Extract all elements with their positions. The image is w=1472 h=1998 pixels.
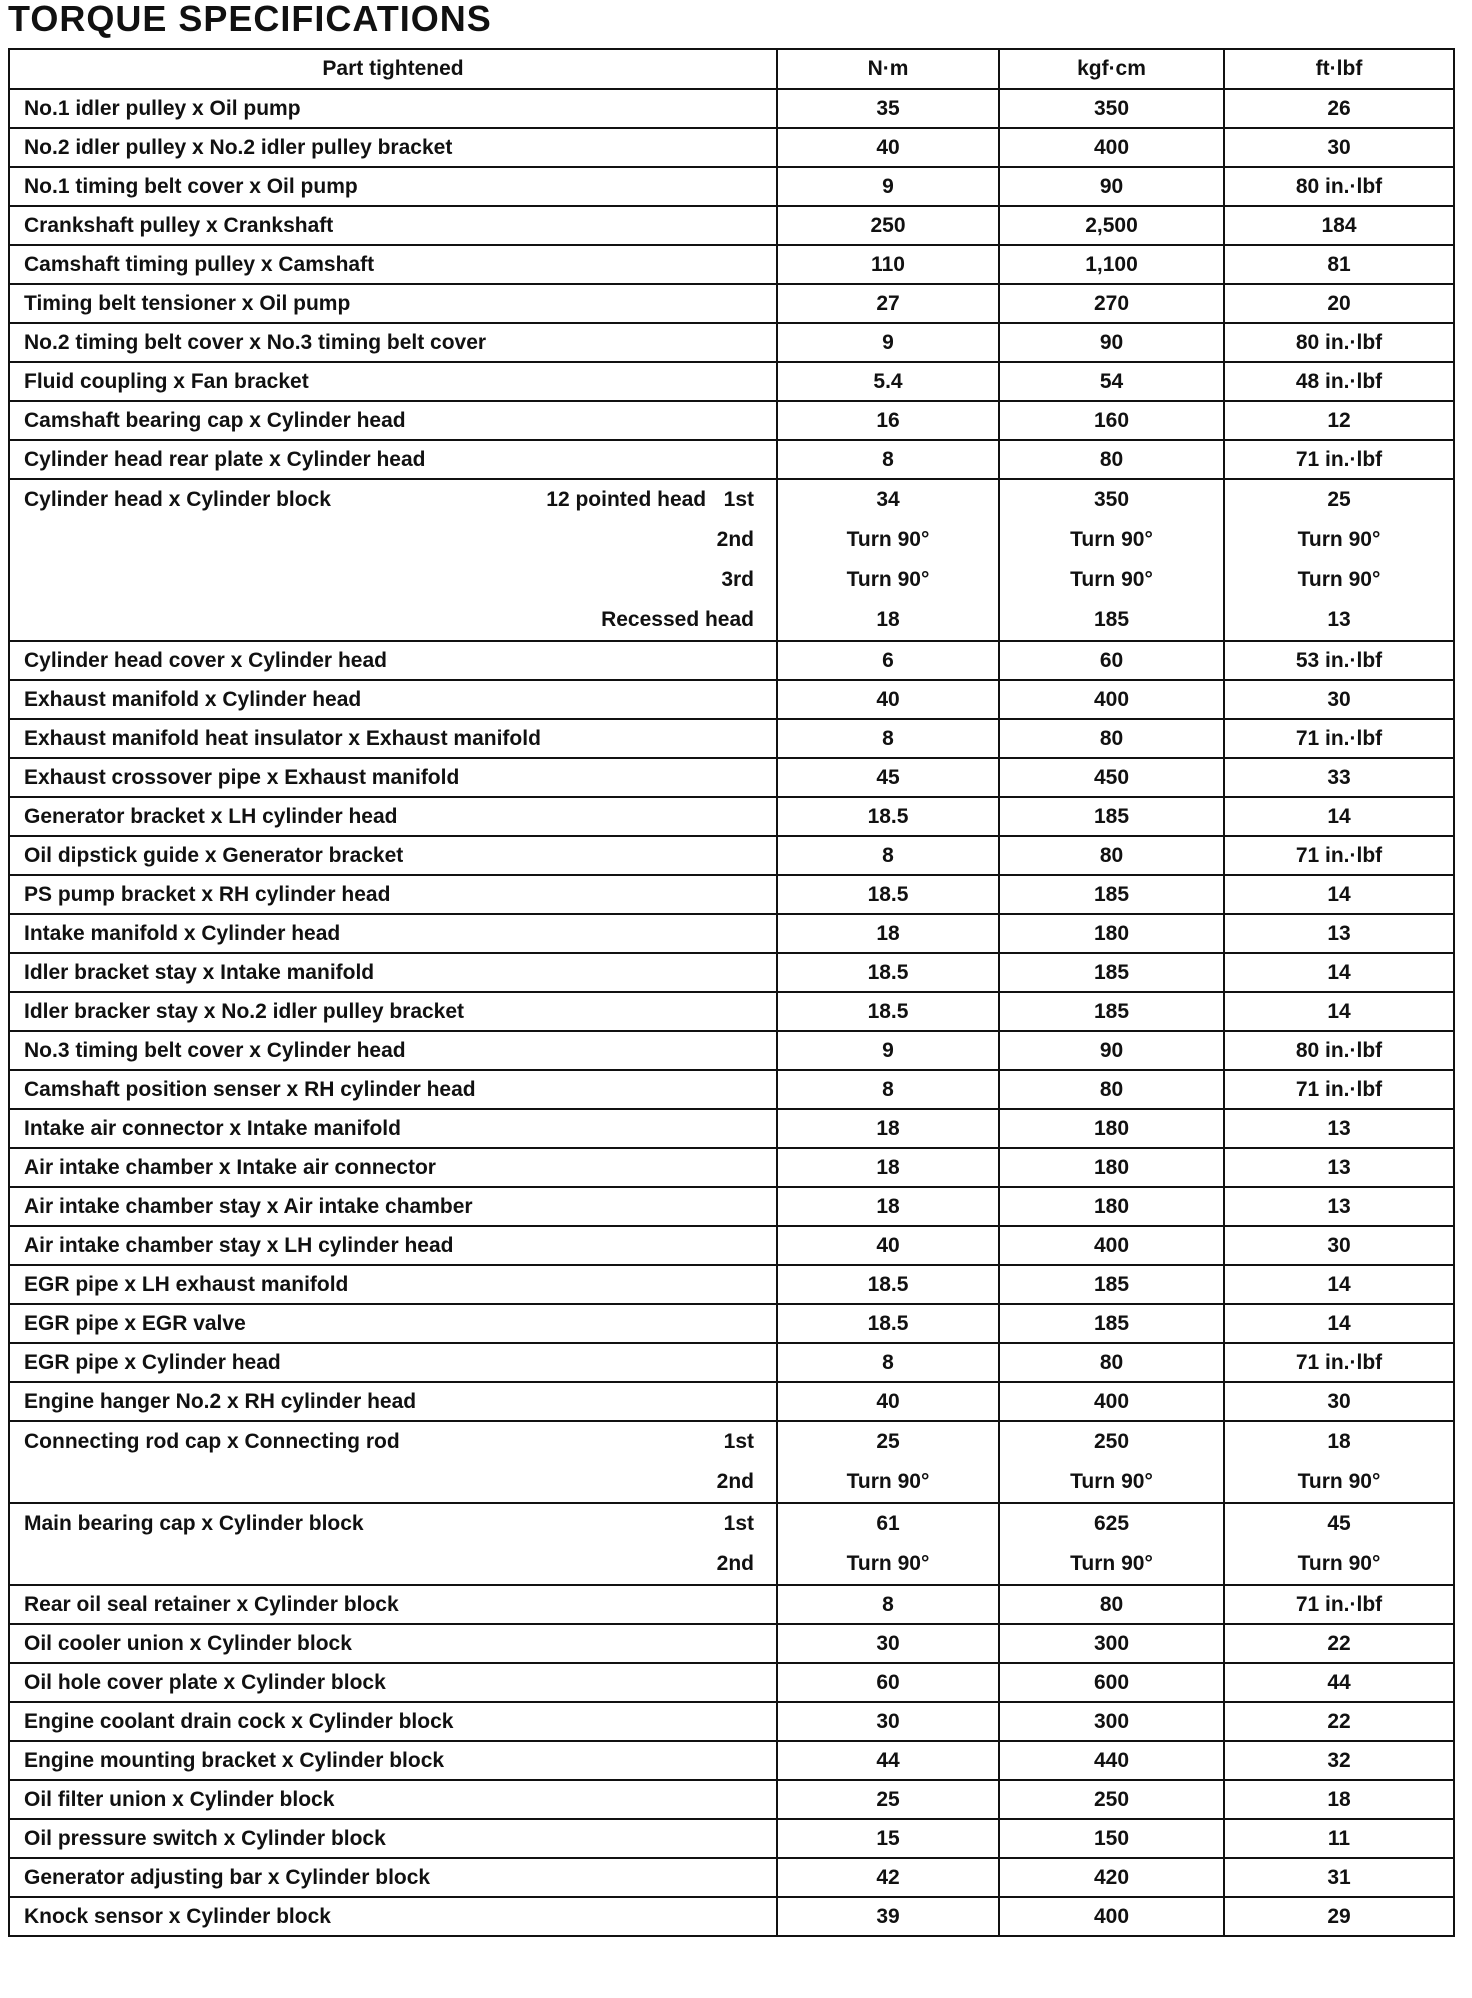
ft-cell: 80 in.·lbf xyxy=(1224,1031,1454,1070)
table-row xyxy=(9,1624,1454,1663)
part-cell: Cylinder head cover x Cylinder head xyxy=(9,641,777,680)
ft-cell: 53 in.·lbf xyxy=(1224,641,1454,680)
table-row xyxy=(9,245,1454,284)
table-row xyxy=(9,1780,1454,1819)
table-row xyxy=(9,992,1454,1031)
part-cell: Air intake chamber stay x LH cylinder head xyxy=(9,1226,777,1265)
ft-cell: 20 xyxy=(1224,284,1454,323)
nm-cell: 45 xyxy=(777,758,999,797)
ft-cell: 31 xyxy=(1224,1858,1454,1897)
step-value: Turn 90° xyxy=(1070,528,1153,551)
part-cell: Cylinder head rear plate x Cylinder head xyxy=(9,440,777,479)
part-cell: Air intake chamber x Intake air connector xyxy=(9,1148,777,1187)
step-label: 2nd xyxy=(716,528,754,551)
ft-cell: 29 xyxy=(1224,1897,1454,1936)
kgf-cell: 150 xyxy=(999,1819,1224,1858)
nm-cell: 18 xyxy=(777,1187,999,1226)
nm-cell: 8 xyxy=(777,719,999,758)
ft-cell xyxy=(1224,479,1454,641)
kgf-cell: 54 xyxy=(999,362,1224,401)
table-row xyxy=(9,1187,1454,1226)
kgf-cell: 80 xyxy=(999,1585,1224,1624)
table-row xyxy=(9,1070,1454,1109)
ft-cell: 71 in.·lbf xyxy=(1224,1343,1454,1382)
table-row-multistep xyxy=(9,1421,1454,1503)
nm-cell: 30 xyxy=(777,1702,999,1741)
kgf-cell: 450 xyxy=(999,758,1224,797)
table-row xyxy=(9,641,1454,680)
nm-cell: 18.5 xyxy=(777,1265,999,1304)
nm-cell xyxy=(777,479,999,641)
table-row xyxy=(9,1343,1454,1382)
table-row xyxy=(9,362,1454,401)
part-cell xyxy=(9,1421,777,1503)
step-value: 18 xyxy=(1327,1430,1351,1453)
ft-cell: 71 in.·lbf xyxy=(1224,719,1454,758)
part-cell: Exhaust manifold x Cylinder head xyxy=(9,680,777,719)
table-row xyxy=(9,1741,1454,1780)
ft-cell xyxy=(1224,1421,1454,1503)
nm-cell: 8 xyxy=(777,440,999,479)
nm-cell: 18.5 xyxy=(777,797,999,836)
kgf-cell xyxy=(999,1503,1224,1585)
nm-cell: 40 xyxy=(777,680,999,719)
nm-cell: 18 xyxy=(777,1148,999,1187)
nm-cell: 18.5 xyxy=(777,992,999,1031)
step-value: Turn 90° xyxy=(846,528,930,551)
nm-cell: 18 xyxy=(777,1109,999,1148)
part-cell: No.2 timing belt cover x No.3 timing belt cover xyxy=(9,323,777,362)
part-cell xyxy=(9,1503,777,1585)
kgf-cell: 80 xyxy=(999,1070,1224,1109)
table-row xyxy=(9,323,1454,362)
step-value: 250 xyxy=(1093,1430,1130,1453)
ft-cell: 11 xyxy=(1224,1819,1454,1858)
ft-cell: 71 in.·lbf xyxy=(1224,1070,1454,1109)
part-cell: Idler bracket stay x Intake manifold xyxy=(9,953,777,992)
kgf-cell: 180 xyxy=(999,1148,1224,1187)
nm-cell: 44 xyxy=(777,1741,999,1780)
part-cell: Exhaust manifold heat insulator x Exhaust manifold xyxy=(9,719,777,758)
step-value: Turn 90° xyxy=(1297,528,1381,551)
step-label: 3rd xyxy=(721,568,754,591)
table-row xyxy=(9,1702,1454,1741)
nm-cell: 5.4 xyxy=(777,362,999,401)
step-value: 625 xyxy=(1093,1512,1130,1535)
ft-cell: 81 xyxy=(1224,245,1454,284)
nm-cell: 40 xyxy=(777,1226,999,1265)
kgf-cell: 300 xyxy=(999,1702,1224,1741)
table-row xyxy=(9,1148,1454,1187)
step-value: 18 xyxy=(876,608,900,631)
ft-cell: 71 in.·lbf xyxy=(1224,836,1454,875)
nm-cell xyxy=(777,1421,999,1503)
part-cell: PS pump bracket x RH cylinder head xyxy=(9,875,777,914)
header-kgf: kgf·cm xyxy=(999,49,1224,89)
nm-cell: 8 xyxy=(777,1585,999,1624)
kgf-cell: 180 xyxy=(999,914,1224,953)
step-value: Turn 90° xyxy=(846,1552,930,1575)
step-value: Turn 90° xyxy=(1297,1552,1381,1575)
kgf-cell: 185 xyxy=(999,1304,1224,1343)
table-row xyxy=(9,1265,1454,1304)
ft-cell xyxy=(1224,1503,1454,1585)
table-body xyxy=(9,89,1454,1936)
table-row xyxy=(9,1897,1454,1936)
part-cell: No.2 idler pulley x No.2 idler pulley bracket xyxy=(9,128,777,167)
kgf-cell: 185 xyxy=(999,797,1224,836)
table-row xyxy=(9,1382,1454,1421)
table-row xyxy=(9,284,1454,323)
ft-cell: 30 xyxy=(1224,128,1454,167)
part-cell: Knock sensor x Cylinder block xyxy=(9,1897,777,1936)
nm-cell: 40 xyxy=(777,1382,999,1421)
table-row xyxy=(9,401,1454,440)
nm-cell: 35 xyxy=(777,89,999,128)
header-nm: N·m xyxy=(777,49,999,89)
kgf-cell: 400 xyxy=(999,1897,1224,1936)
part-cell: Camshaft timing pulley x Camshaft xyxy=(9,245,777,284)
part-cell: No.3 timing belt cover x Cylinder head xyxy=(9,1031,777,1070)
table-row xyxy=(9,1858,1454,1897)
part-cell: Engine coolant drain cock x Cylinder block xyxy=(9,1702,777,1741)
table-row xyxy=(9,1031,1454,1070)
part-cell: Engine hanger No.2 x RH cylinder head xyxy=(9,1382,777,1421)
kgf-cell: 300 xyxy=(999,1624,1224,1663)
step-label: 1st xyxy=(723,1430,754,1453)
ft-cell: 184 xyxy=(1224,206,1454,245)
part-cell: Air intake chamber stay x Air intake chamber xyxy=(9,1187,777,1226)
kgf-cell: 350 xyxy=(999,89,1224,128)
nm-cell: 9 xyxy=(777,167,999,206)
step-label: 2nd xyxy=(716,1470,754,1493)
ft-cell: 30 xyxy=(1224,680,1454,719)
part-cell: Exhaust crossover pipe x Exhaust manifold xyxy=(9,758,777,797)
nm-cell xyxy=(777,1503,999,1585)
kgf-cell: 400 xyxy=(999,128,1224,167)
nm-cell: 110 xyxy=(777,245,999,284)
page-title: TORQUE SPECIFICATIONS xyxy=(8,0,492,39)
table-row xyxy=(9,1585,1454,1624)
part-cell: Intake manifold x Cylinder head xyxy=(9,914,777,953)
step-value: 34 xyxy=(876,488,900,511)
nm-cell: 25 xyxy=(777,1780,999,1819)
step-value: 45 xyxy=(1327,1512,1351,1535)
step-label: 12 pointed head 1st xyxy=(546,488,754,511)
kgf-cell: 60 xyxy=(999,641,1224,680)
nm-cell: 9 xyxy=(777,323,999,362)
part-cell: EGR pipe x EGR valve xyxy=(9,1304,777,1343)
kgf-cell xyxy=(999,479,1224,641)
table-row xyxy=(9,206,1454,245)
header-part: Part tightened xyxy=(9,49,777,89)
part-cell: No.1 idler pulley x Oil pump xyxy=(9,89,777,128)
nm-cell: 42 xyxy=(777,1858,999,1897)
step-value: 25 xyxy=(1327,488,1351,511)
table-row xyxy=(9,875,1454,914)
nm-cell: 15 xyxy=(777,1819,999,1858)
ft-cell: 48 in.·lbf xyxy=(1224,362,1454,401)
kgf-cell: 80 xyxy=(999,1343,1224,1382)
kgf-cell: 80 xyxy=(999,836,1224,875)
step-value: Turn 90° xyxy=(846,568,930,591)
step-value: Turn 90° xyxy=(1297,568,1381,591)
part-cell: Crankshaft pulley x Crankshaft xyxy=(9,206,777,245)
kgf-cell: 600 xyxy=(999,1663,1224,1702)
nm-cell: 18 xyxy=(777,914,999,953)
kgf-cell: 185 xyxy=(999,1265,1224,1304)
part-name: Main bearing cap x Cylinder block xyxy=(24,1512,364,1535)
ft-cell: 14 xyxy=(1224,1304,1454,1343)
step-value: 185 xyxy=(1093,608,1130,631)
nm-cell: 16 xyxy=(777,401,999,440)
table-row xyxy=(9,758,1454,797)
part-cell: EGR pipe x LH exhaust manifold xyxy=(9,1265,777,1304)
step-value: 25 xyxy=(876,1430,900,1453)
step-value: 13 xyxy=(1327,608,1351,631)
nm-cell: 250 xyxy=(777,206,999,245)
kgf-cell: 420 xyxy=(999,1858,1224,1897)
part-cell: Engine mounting bracket x Cylinder block xyxy=(9,1741,777,1780)
table-row xyxy=(9,797,1454,836)
table-row xyxy=(9,440,1454,479)
nm-cell: 9 xyxy=(777,1031,999,1070)
kgf-cell: 270 xyxy=(999,284,1224,323)
kgf-cell: 180 xyxy=(999,1109,1224,1148)
table-row xyxy=(9,836,1454,875)
header-ft: ft·lbf xyxy=(1224,49,1454,89)
ft-cell: 22 xyxy=(1224,1624,1454,1663)
kgf-cell: 160 xyxy=(999,401,1224,440)
step-label: Recessed head xyxy=(601,608,754,631)
part-cell: Generator adjusting bar x Cylinder block xyxy=(9,1858,777,1897)
nm-cell: 18.5 xyxy=(777,1304,999,1343)
table-row xyxy=(9,1304,1454,1343)
table-row-multistep xyxy=(9,1503,1454,1585)
kgf-cell xyxy=(999,1421,1224,1503)
step-value: Turn 90° xyxy=(1070,568,1153,591)
table-row xyxy=(9,680,1454,719)
nm-cell: 39 xyxy=(777,1897,999,1936)
part-cell: Rear oil seal retainer x Cylinder block xyxy=(9,1585,777,1624)
ft-cell: 80 in.·lbf xyxy=(1224,323,1454,362)
nm-cell: 18.5 xyxy=(777,953,999,992)
ft-cell: 71 in.·lbf xyxy=(1224,440,1454,479)
kgf-cell: 1,100 xyxy=(999,245,1224,284)
part-name: Cylinder head x Cylinder block xyxy=(24,488,331,511)
kgf-cell: 80 xyxy=(999,440,1224,479)
step-value: 61 xyxy=(876,1512,900,1535)
ft-cell: 30 xyxy=(1224,1382,1454,1421)
step-value: Turn 90° xyxy=(846,1470,930,1493)
table-row xyxy=(9,89,1454,128)
part-cell: Idler bracker stay x No.2 idler pulley bracket xyxy=(9,992,777,1031)
table-row xyxy=(9,1819,1454,1858)
kgf-cell: 185 xyxy=(999,875,1224,914)
kgf-cell: 185 xyxy=(999,953,1224,992)
header-row xyxy=(9,49,1454,89)
nm-cell: 8 xyxy=(777,1343,999,1382)
part-cell: Oil filter union x Cylinder block xyxy=(9,1780,777,1819)
table-row-multistep xyxy=(9,479,1454,641)
ft-cell: 14 xyxy=(1224,875,1454,914)
part-cell: Oil hole cover plate x Cylinder block xyxy=(9,1663,777,1702)
ft-cell: 33 xyxy=(1224,758,1454,797)
part-cell xyxy=(9,479,777,641)
part-cell: Oil pressure switch x Cylinder block xyxy=(9,1819,777,1858)
kgf-cell: 440 xyxy=(999,1741,1224,1780)
table-row xyxy=(9,914,1454,953)
step-value: 350 xyxy=(1093,488,1130,511)
nm-cell: 27 xyxy=(777,284,999,323)
kgf-cell: 90 xyxy=(999,167,1224,206)
ft-cell: 13 xyxy=(1224,914,1454,953)
kgf-cell: 90 xyxy=(999,323,1224,362)
part-cell: Oil cooler union x Cylinder block xyxy=(9,1624,777,1663)
part-cell: EGR pipe x Cylinder head xyxy=(9,1343,777,1382)
kgf-cell: 80 xyxy=(999,719,1224,758)
ft-cell: 18 xyxy=(1224,1780,1454,1819)
nm-cell: 6 xyxy=(777,641,999,680)
nm-cell: 40 xyxy=(777,128,999,167)
part-cell: No.1 timing belt cover x Oil pump xyxy=(9,167,777,206)
table-row xyxy=(9,719,1454,758)
ft-cell: 32 xyxy=(1224,1741,1454,1780)
ft-cell: 13 xyxy=(1224,1109,1454,1148)
ft-cell: 13 xyxy=(1224,1187,1454,1226)
nm-cell: 8 xyxy=(777,1070,999,1109)
ft-cell: 13 xyxy=(1224,1148,1454,1187)
nm-cell: 60 xyxy=(777,1663,999,1702)
ft-cell: 71 in.·lbf xyxy=(1224,1585,1454,1624)
step-value: Turn 90° xyxy=(1070,1552,1153,1575)
table-row xyxy=(9,128,1454,167)
ft-cell: 44 xyxy=(1224,1663,1454,1702)
part-cell: Intake air connector x Intake manifold xyxy=(9,1109,777,1148)
ft-cell: 80 in.·lbf xyxy=(1224,167,1454,206)
ft-cell: 14 xyxy=(1224,953,1454,992)
part-cell: Generator bracket x LH cylinder head xyxy=(9,797,777,836)
step-value: Turn 90° xyxy=(1297,1470,1381,1493)
step-value: Turn 90° xyxy=(1070,1470,1153,1493)
ft-cell: 22 xyxy=(1224,1702,1454,1741)
kgf-cell: 400 xyxy=(999,680,1224,719)
part-cell: Timing belt tensioner x Oil pump xyxy=(9,284,777,323)
part-cell: Fluid coupling x Fan bracket xyxy=(9,362,777,401)
table-row xyxy=(9,1663,1454,1702)
nm-cell: 30 xyxy=(777,1624,999,1663)
ft-cell: 14 xyxy=(1224,797,1454,836)
kgf-cell: 400 xyxy=(999,1226,1224,1265)
part-cell: Oil dipstick guide x Generator bracket xyxy=(9,836,777,875)
part-name: Connecting rod cap x Connecting rod xyxy=(24,1430,400,1453)
ft-cell: 14 xyxy=(1224,1265,1454,1304)
table-row xyxy=(9,167,1454,206)
step-label: 1st xyxy=(723,1512,754,1535)
kgf-cell: 250 xyxy=(999,1780,1224,1819)
kgf-cell: 185 xyxy=(999,992,1224,1031)
part-cell: Camshaft bearing cap x Cylinder head xyxy=(9,401,777,440)
table-row xyxy=(9,1226,1454,1265)
kgf-cell: 2,500 xyxy=(999,206,1224,245)
ft-cell: 30 xyxy=(1224,1226,1454,1265)
ft-cell: 12 xyxy=(1224,401,1454,440)
kgf-cell: 180 xyxy=(999,1187,1224,1226)
kgf-cell: 400 xyxy=(999,1382,1224,1421)
ft-cell: 26 xyxy=(1224,89,1454,128)
part-cell: Camshaft position senser x RH cylinder head xyxy=(9,1070,777,1109)
nm-cell: 8 xyxy=(777,836,999,875)
torque-spec-table xyxy=(8,48,1455,1937)
step-label: 2nd xyxy=(716,1552,754,1575)
table-row xyxy=(9,1109,1454,1148)
table-row xyxy=(9,953,1454,992)
nm-cell: 18.5 xyxy=(777,875,999,914)
kgf-cell: 90 xyxy=(999,1031,1224,1070)
ft-cell: 14 xyxy=(1224,992,1454,1031)
